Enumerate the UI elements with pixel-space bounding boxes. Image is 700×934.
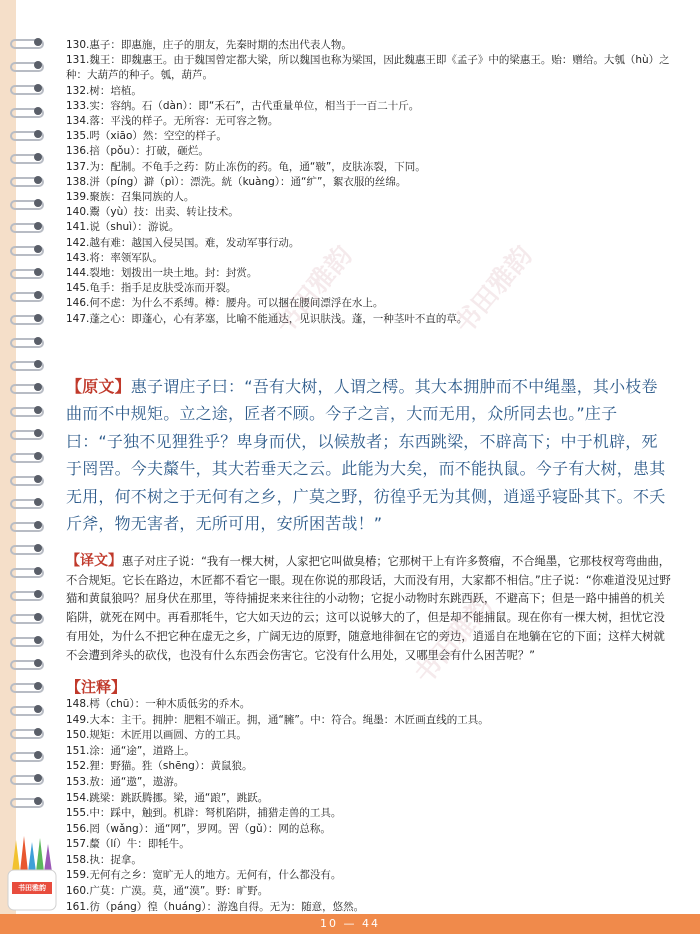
spiral-ring <box>8 197 48 209</box>
spiral-ring <box>8 450 48 462</box>
note-item: 146.何不虑：为什么不系缚。樽：腰舟。可以捆在腰间漂浮在水上。 <box>66 297 384 310</box>
spiral-ring <box>8 496 48 508</box>
spiral-ring <box>8 128 48 140</box>
spiral-ring <box>8 59 48 71</box>
spiral-ring <box>8 266 48 278</box>
spiral-ring <box>8 473 48 485</box>
notes-list-bottom <box>66 697 672 931</box>
spiral-binding <box>8 36 48 856</box>
note-item: 145.龟手：指手足皮肤受冻而开裂。 <box>66 282 237 295</box>
spiral-ring <box>8 36 48 48</box>
annotation-heading: 【注释】 <box>66 677 127 696</box>
spiral-ring <box>8 151 48 163</box>
note-item: 138.洴（píng）澼（pì）：漂洗。絖（kuàng）：通“纩”，絮衣服的丝绵。 <box>66 175 407 188</box>
note-item: 150.规矩：木匠用以画圆、方的工具。 <box>66 729 247 742</box>
spiral-ring <box>8 542 48 554</box>
note-item: 130.惠子：即惠施，庄子的朋友，先秦时期的杰出代表人物。 <box>66 39 352 51</box>
page-footer <box>0 914 700 934</box>
note-item: 157.斄（lí）牛：即牦牛。 <box>66 838 190 851</box>
spiral-ring <box>8 82 48 94</box>
note-item: 152.狸：野猫。狌（shēng）：黄鼠狼。 <box>66 760 253 773</box>
spiral-ring <box>8 105 48 117</box>
spiral-ring <box>8 220 48 232</box>
spiral-ring <box>8 749 48 761</box>
spiral-ring <box>8 358 48 370</box>
spiral-ring <box>8 312 48 324</box>
note-item: 149.大本：主干。拥肿：肥粗不端正。拥，通“臃”。中：符合。绳墨：木匠画直线的工具。 <box>66 713 489 726</box>
spiral-ring <box>8 680 48 692</box>
note-item: 143.将：率领军队。 <box>66 251 163 264</box>
note-item: 136.掊（pǒu）：打破，砸烂。 <box>66 145 209 158</box>
original-text <box>66 373 672 538</box>
spiral-ring <box>8 335 48 347</box>
note-item: 161.彷（páng）徨（huáng）：游逸自得。无为：随意，悠然。 <box>66 900 365 913</box>
note-item: 159.无何有之乡：宽旷无人的地方。无何有，什么都没有。 <box>66 869 342 882</box>
note-item: 151.涂：通“途”，道路上。 <box>66 744 195 757</box>
note-item: 155.中：踩中，触到。机辟：弩机陷阱，捕猎走兽的工具。 <box>66 807 342 820</box>
spiral-ring <box>8 174 48 186</box>
note-item: 142.越有难：越国入侵吴国。难，发动军事行动。 <box>66 236 300 249</box>
spiral-ring <box>8 657 48 669</box>
note-item: 158.执：捉拿。 <box>66 853 142 866</box>
spiral-ring <box>8 634 48 646</box>
note-item: 148.樗（chū）：一种木质低劣的乔木。 <box>66 697 251 710</box>
translation-text <box>66 552 672 666</box>
spiral-ring <box>8 243 48 255</box>
note-item: 144.裂地：划拨出一块土地。封：封赏。 <box>66 267 258 280</box>
note-item: 141.说（shuì）：游说。 <box>66 221 180 234</box>
note-item: 133.实：容纳。石（dàn）：即“禾石”，古代重量单位，相当于一百二十斤。 <box>66 99 420 112</box>
original-text-body: 惠子谓庄子曰：“吾有大树，人谓之樗。其大本拥肿而不中绳墨，其小枝卷曲而不中规矩。立之途，匠者不顾。今子之言，大而无用，众所同去也。”庄子曰：“子独不见狸狌乎？卑身而伏，以候敖者；东西跳梁，不辟高下；中于机辟，死于罔罟。今夫斄牛，其大若垂天之云。此能为大矣，而不能执鼠。今子有大树，患其无用，何不树之于无何有之乡，广莫之野，彷徨乎无为其侧，逍遥乎寝卧其下。不夭斤斧，物无害者，无所可用，安所困苦哉！” <box>66 376 666 534</box>
note-item: 153.敖：通“遨”，遨游。 <box>66 775 185 788</box>
translation-tag: 【译文】 <box>66 552 122 569</box>
note-item: 139.聚族：召集同族的人。 <box>66 191 195 204</box>
translation-body: 惠子对庄子说：“我有一棵大树，人家把它叫做臭椿；它那树干上有许多赘瘤，不合绳墨，它那枝杈弯弯曲曲，不合规矩。它长在路边，木匠都不看它一眼。现在你说的那段话，大而没有用，大家都不相信。”庄子说：“你难道没见过野猫和黄鼠狼吗？屈身伏在那里，等待捕捉来来往往的小动物；它捉小动物时东跳西跃，不避高下；但是一路中捕兽的机关陷阱，就死在网中。再看那牦牛，它大如天边的云；这可以说够大的了，但是却不能捕鼠。现在你有一棵大树，担忧它没有用处，为什么不把它种在虚无之乡，广阔无边的原野，随意地徘徊在它的旁边，逍遥自在地躺在它的下面；这样大树就不会遭到斧头的砍伐，也没有什么东西会伤害它。它没有什么用处，又哪里会有什么困苦呢？” <box>66 554 671 662</box>
note-item: 140.鬻（yù）技：出卖、转让技术。 <box>66 206 239 219</box>
note-item: 132.树：培植。 <box>66 84 142 97</box>
original-text-tag: 【原文】 <box>66 376 131 396</box>
spiral-ring <box>8 404 48 416</box>
note-item: 137.为：配制。不龟手之药：防止冻伤的药。龟，通“皲”，皮肤冻裂，下同。 <box>66 160 426 173</box>
page-number: 10 — 44 <box>320 917 380 930</box>
spiral-ring <box>8 611 48 623</box>
spiral-ring <box>8 289 48 301</box>
note-item: 154.跳梁：跳跃腾挪。梁，通“踉”，跳跃。 <box>66 791 269 804</box>
spiral-ring <box>8 427 48 439</box>
spiral-ring <box>8 726 48 738</box>
pencil-cup-icon <box>4 832 60 914</box>
note-item: 135.呺（xiāo）然：空空的样子。 <box>66 130 227 143</box>
spiral-ring <box>8 772 48 784</box>
page-content <box>66 38 672 931</box>
notes-list-top <box>66 38 672 327</box>
spiral-ring <box>8 519 48 531</box>
spiral-ring <box>8 565 48 577</box>
spiral-ring <box>8 381 48 393</box>
note-item: 131.魏王：即魏惠王。由于魏国曾定都大梁，所以魏国也称为梁国，因此魏惠王即《孟子》中的梁惠王。贻：赠给。大瓠（hù）之种：大葫芦的种子。瓠，葫芦。 <box>66 54 670 82</box>
spiral-ring <box>8 795 48 807</box>
spiral-ring <box>8 703 48 715</box>
section-gap <box>66 327 672 373</box>
note-item: 134.落：平浅的样子。无所容：无可容之物。 <box>66 115 279 128</box>
note-item: 156.罔（wǎng）：通“网”，罗网。罟（gǔ）：网的总称。 <box>66 822 331 835</box>
spiral-ring <box>8 588 48 600</box>
note-item: 160.广莫：广漠。莫，通“漠”。野：旷野。 <box>66 885 269 898</box>
note-item: 147.蓬之心：即蓬心，心有茅塞，比喻不能通达，见识肤浅。蓬，一种茎叶不直的草。 <box>66 312 468 325</box>
pencil-cup-label: 书田雅韵 <box>18 884 46 892</box>
